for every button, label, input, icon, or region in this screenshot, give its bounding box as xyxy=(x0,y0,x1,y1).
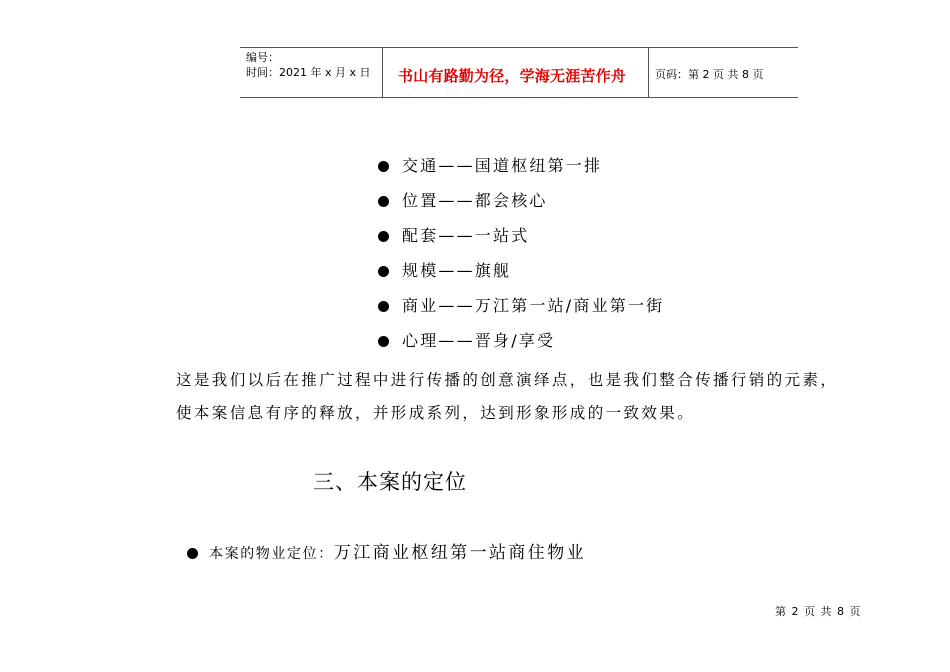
feature-text: 商业——万江第一站/商业第一街 xyxy=(402,296,665,315)
body-paragraph-line-2: 使本案信息有序的释放，并形成系列，达到形象形成的一致效果。 xyxy=(176,404,696,422)
time-label: 时间：2021 年 x 月 x 日 xyxy=(246,66,371,79)
feature-text: 配套——一站式 xyxy=(402,226,530,245)
page-header xyxy=(240,47,798,98)
header-info-cell xyxy=(240,48,382,97)
bullet-icon xyxy=(378,266,389,277)
bullet-icon xyxy=(378,336,389,347)
feature-text: 交通——国道枢纽第一排 xyxy=(402,156,603,175)
positioning-text xyxy=(209,540,586,567)
feature-text: 心理——晋身/享受 xyxy=(402,331,556,350)
positioning-value: 万江商业枢纽第一站商住物业 xyxy=(333,543,587,563)
header-motto-cell xyxy=(382,48,649,97)
serial-label: 编号： xyxy=(246,51,279,64)
page-footer: 第 2 页 共 8 页 xyxy=(775,605,862,618)
section-heading: 三、本案的定位 xyxy=(313,470,467,494)
bullet-icon xyxy=(378,196,389,207)
bullet-icon xyxy=(378,161,389,172)
bullet-icon xyxy=(187,548,198,559)
bullet-icon xyxy=(378,231,389,242)
bullet-icon xyxy=(378,301,389,312)
header-page-info: 页码：第 2 页 共 8 页 xyxy=(655,68,764,81)
body-paragraph-line-1: 这是我们以后在推广过程中进行传播的创意演绎点，也是我们整合传播行销的元素， xyxy=(176,371,839,389)
feature-text: 规模——旗舰 xyxy=(402,261,512,280)
positioning-label: 本案的物业定位： xyxy=(209,546,334,562)
header-page-cell xyxy=(649,48,798,97)
header-motto: 书山有路勤为径，学海无涯苦作舟 xyxy=(398,67,627,85)
feature-text: 位置——都会核心 xyxy=(402,191,548,210)
